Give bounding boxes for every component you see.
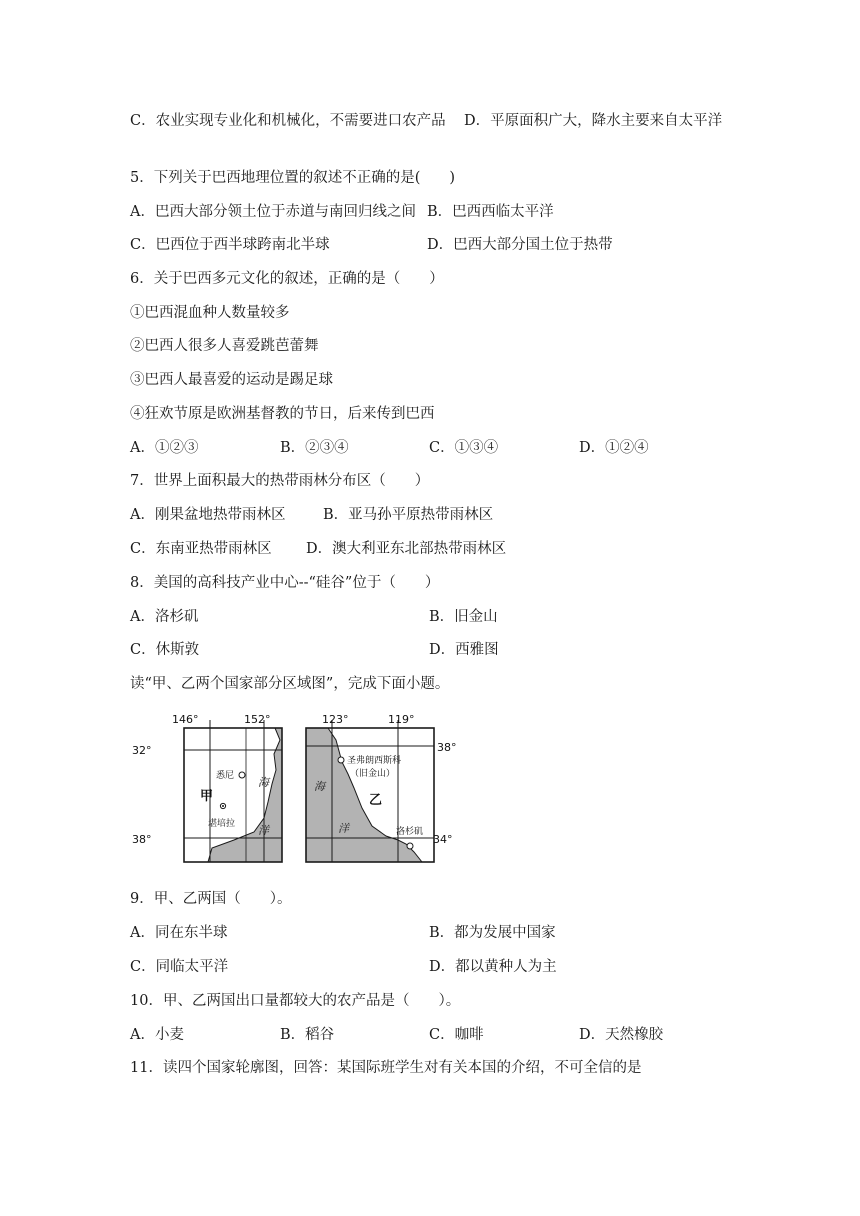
right-country-label: 乙 bbox=[369, 793, 383, 808]
q7-option-b: B．亚马孙平原热带雨林区 bbox=[323, 507, 494, 523]
q6-statement-2: ②巴西人很多人喜爱跳芭蕾舞 bbox=[130, 338, 319, 354]
q5-stem: 5．下列关于巴西地理位置的叙述不正确的是( ) bbox=[130, 170, 456, 186]
left-ocean bbox=[208, 728, 282, 862]
q6-option-c: C．①③④ bbox=[429, 440, 499, 456]
q6-statement-4: ④狂欢节原是欧洲基督教的节日，后来传到巴西 bbox=[130, 406, 435, 422]
q10-option-d: D．天然橡胶 bbox=[579, 1027, 664, 1043]
q9-option-b: B．都为发展中国家 bbox=[429, 925, 556, 941]
q4-option-d: D．平原面积广大，降水主要来自太平洋 bbox=[464, 113, 723, 129]
q8-option-d: D．西雅图 bbox=[429, 642, 499, 658]
right-lat-34: 34° bbox=[433, 833, 453, 846]
sf-dot-icon bbox=[338, 757, 344, 763]
q6-option-a: A．①②③ bbox=[130, 440, 199, 456]
left-lat-32: 32° bbox=[132, 744, 152, 757]
q7-option-c: C．东南亚热带雨林区 bbox=[130, 541, 272, 557]
sydney-dot-icon bbox=[239, 772, 245, 778]
left-sea-label-2: 洋 bbox=[258, 824, 269, 837]
left-city-sydney: 悉尼 bbox=[216, 771, 235, 781]
q6-stem: 6．关于巴西多元文化的叙述，正确的是（ ） bbox=[130, 271, 444, 287]
left-country-label: 甲 bbox=[200, 789, 214, 804]
right-city-la: 洛杉矶 bbox=[396, 827, 424, 837]
map-intro: 读“甲、乙两个国家部分区域图”，完成下面小题。 bbox=[130, 676, 450, 692]
right-sea-label-2: 洋 bbox=[338, 822, 349, 835]
q10-option-b: B．稻谷 bbox=[280, 1027, 335, 1043]
q7-stem: 7．世界上面积最大的热带雨林分布区（ ） bbox=[130, 473, 430, 489]
q9-option-a: A．同在东半球 bbox=[130, 925, 228, 941]
q5-option-a: A．巴西大部分领土位于赤道与南回归线之间 bbox=[130, 204, 416, 220]
left-city-canberra: 堪培拉 bbox=[208, 819, 236, 829]
q6-option-d: D．①②④ bbox=[579, 440, 649, 456]
q5-option-d: D．巴西大部分国土位于热带 bbox=[427, 237, 613, 253]
q9-option-c: C．同临太平洋 bbox=[130, 959, 229, 975]
q7-option-d: D．澳大利亚东北部热带雨林区 bbox=[306, 541, 507, 557]
region-map-figure bbox=[128, 712, 468, 872]
q10-option-a: A．小麦 bbox=[130, 1027, 184, 1043]
right-city-sf-note: （旧金山） bbox=[350, 769, 396, 779]
q6-statement-3: ③巴西人最喜爱的运动是踢足球 bbox=[130, 372, 333, 388]
q8-option-c: C．休斯敦 bbox=[130, 642, 200, 658]
left-lon-146: 146° bbox=[172, 713, 199, 726]
right-sea-label-1: 海 bbox=[314, 780, 325, 793]
q6-option-b: B．②③④ bbox=[280, 440, 349, 456]
q10-stem: 10．甲、乙两国出口量都较大的农产品是（ ）。 bbox=[130, 993, 461, 1009]
q8-stem: 8．美国的高科技产业中心--“硅谷”位于（ ） bbox=[130, 575, 440, 591]
left-lon-152: 152° bbox=[244, 713, 271, 726]
right-city-sf: 圣弗朗西斯科 bbox=[347, 756, 402, 766]
right-lat-38: 38° bbox=[437, 741, 457, 754]
q10-option-c: C．咖啡 bbox=[429, 1027, 484, 1043]
la-dot-icon bbox=[407, 843, 413, 849]
q7-option-a: A．刚果盆地热带雨林区 bbox=[130, 507, 286, 523]
q11-stem: 11．读四个国家轮廓图，回答：某国际班学生对有关本国的介绍，不可全信的是 bbox=[130, 1060, 642, 1076]
q6-statement-1: ①巴西混血种人数量较多 bbox=[130, 305, 290, 321]
left-lat-38: 38° bbox=[132, 833, 152, 846]
q5-option-c: C．巴西位于西半球跨南北半球 bbox=[130, 237, 330, 253]
q5-option-b: B．巴西西临太平洋 bbox=[427, 204, 554, 220]
q8-option-a: A．洛杉矶 bbox=[130, 609, 199, 625]
map-right bbox=[306, 713, 457, 862]
map-left bbox=[132, 713, 282, 862]
q9-stem: 9．甲、乙两国（ ）。 bbox=[130, 891, 292, 907]
right-lon-123: 123° bbox=[322, 713, 349, 726]
q8-option-b: B．旧金山 bbox=[429, 609, 498, 625]
q4-option-c: C．农业实现专业化和机械化，不需要进口农产品 bbox=[130, 113, 446, 129]
left-sea-label-1: 海 bbox=[258, 776, 269, 789]
right-ocean bbox=[306, 728, 422, 862]
right-lon-119: 119° bbox=[388, 713, 415, 726]
q9-option-d: D．都以黄种人为主 bbox=[429, 959, 557, 975]
